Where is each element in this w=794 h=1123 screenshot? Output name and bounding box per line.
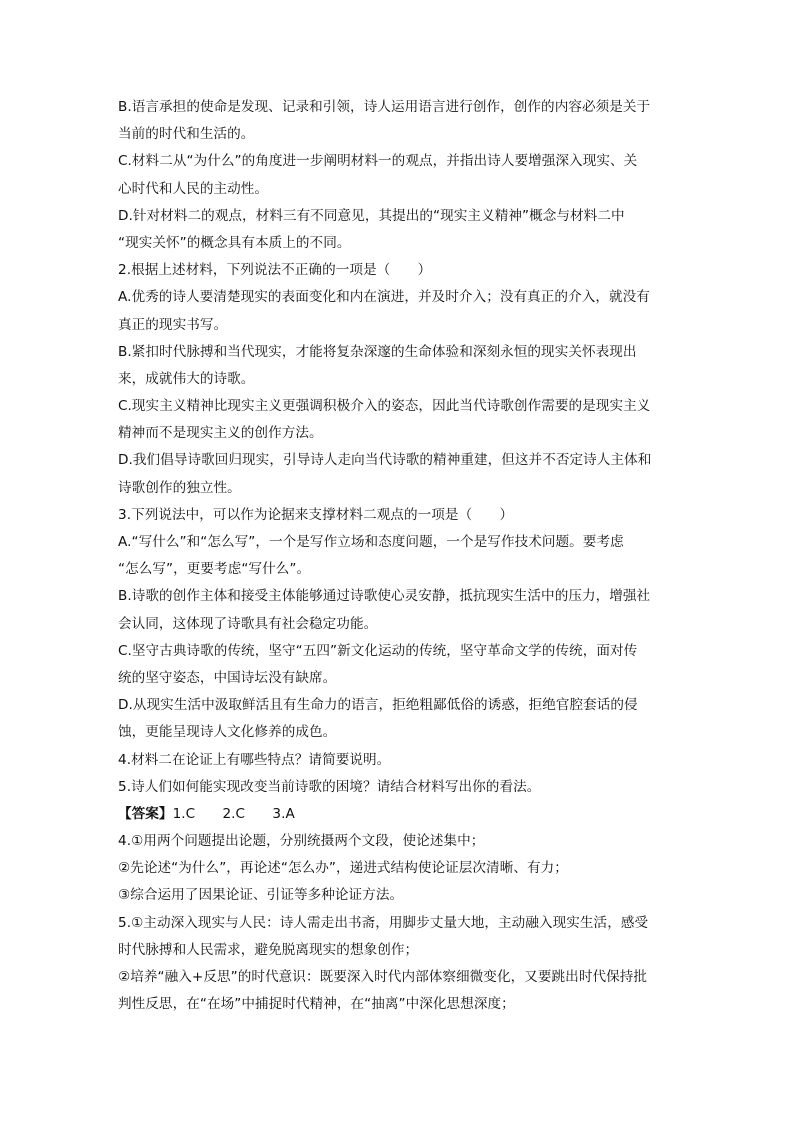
- answer-text-line: ②先论述“为什么”，再论述“怎么办”，递进式结构使论证层次清晰、有力；: [118, 860, 568, 877]
- text-line: 统的坚守姿态，中国诗坛没有缺席。: [118, 669, 337, 686]
- question-4-stem: 4.材料二在论证上有哪些特点？请简要说明。: [118, 751, 391, 768]
- text-line: 当前的时代和生活的。: [118, 126, 255, 143]
- text-line: A.“写什么”和“怎么写”，一个是写作立场和态度问题，一个是写作技术问题。要考虑: [118, 534, 624, 550]
- answer-text-line: 时代脉搏和人民需求，避免脱离现实的想象创作；: [118, 941, 419, 958]
- text-line: D.针对材料二的观点，材料三有不同意见，其提出的“现实主义精神”概念与材料二中: [118, 207, 625, 224]
- text-line: D.从现实生活中汲取鲜活且有生命力的语言，拒绝粗鄙低俗的诱惑，拒绝官腔套话的侵: [118, 697, 638, 714]
- answer-text-line: 判性反思，在“在场”中捕捉时代精神，在“抽离”中深化思想深度；: [118, 996, 515, 1013]
- question-3-stem: 3.下列说法中，可以作为论据来支撑材料二观点的一项是（ ）: [118, 506, 514, 523]
- text-line: “现实关怀”的概念具有本质上的不同。: [118, 234, 351, 251]
- answer-text-line: ③综合运用了因果论证、引证等多种论证方法。: [118, 887, 404, 904]
- text-line: B.紧扣时代脉搏和当代现实，才能将复杂深邃的生命体验和深刻永恒的现实关怀表现出: [118, 343, 637, 360]
- text-line: 蚀，更能呈现诗人文化修养的成色。: [118, 724, 337, 741]
- text-line: C.材料二从“为什么”的角度进一步阐明材料一的观点，并指出诗人要增强深入现实、关: [118, 153, 638, 170]
- text-line: A.优秀的诗人要清楚现实的表面变化和内在演进，并及时介入；没有真正的介入，就没有: [118, 289, 650, 306]
- question-2-stem: 2.根据上述材料，下列说法不正确的一项是（ ）: [118, 262, 432, 279]
- question-5-stem: 5.诗人们如何能实现改变当前诗歌的困境？请结合材料写出你的看法。: [118, 778, 541, 795]
- answer-text-line: 4.①用两个问题提出论题，分别统摄两个文段，使论述集中；: [118, 833, 485, 850]
- text-line: 来，成就伟大的诗歌。: [118, 370, 255, 387]
- text-line: 真正的现实书写。: [118, 316, 228, 333]
- text-line: 诗歌创作的独立性。: [118, 479, 241, 496]
- text-line: 心时代和人民的主动性。: [118, 180, 269, 197]
- answer-tag: 【答案】: [118, 805, 173, 822]
- text-line: C.坚守古典诗歌的传统，坚守“五四”新文化运动的传统，坚守革命文学的传统，面对传: [118, 642, 638, 659]
- answer-line: [118, 801, 678, 828]
- text-line: C.现实主义精神比现实主义更强调积极介入的姿态，因此当代诗歌创作需要的是现实主义: [118, 398, 651, 415]
- text-line: B.诗歌的创作主体和接受主体能够通过诗歌使心灵安静，抵抗现实生活中的压力，增强社: [118, 588, 651, 605]
- answer-text-line: 5.①主动深入现实与人民：诗人需走出书斋，用脚步丈量大地，主动融入现实生活，感受: [118, 914, 649, 931]
- text-line: 会认同，这体现了诗歌具有社会稳定功能。: [118, 615, 378, 632]
- text-line: “怎么写”，更要考虑“写什么”。: [118, 561, 311, 578]
- text-line: D.我们倡导诗歌回归现实，引导诗人走向当代诗歌的精神重建，但这并不否定诗人主体和: [118, 452, 652, 469]
- text-line: B.语言承担的使命是发现、记录和引领，诗人运用语言进行创作，创作的内容必须是关于: [118, 99, 651, 115]
- document-page: [118, 94, 678, 1018]
- answer-values: 1.C 2.C 3.A: [172, 805, 295, 822]
- text-line: 精神而不是现实主义的创作方法。: [118, 425, 323, 442]
- answer-text-line: ②培养“融入+反思”的时代意识：既要深入时代内部体察细微变化，又要跳出时代保持批: [118, 969, 648, 985]
